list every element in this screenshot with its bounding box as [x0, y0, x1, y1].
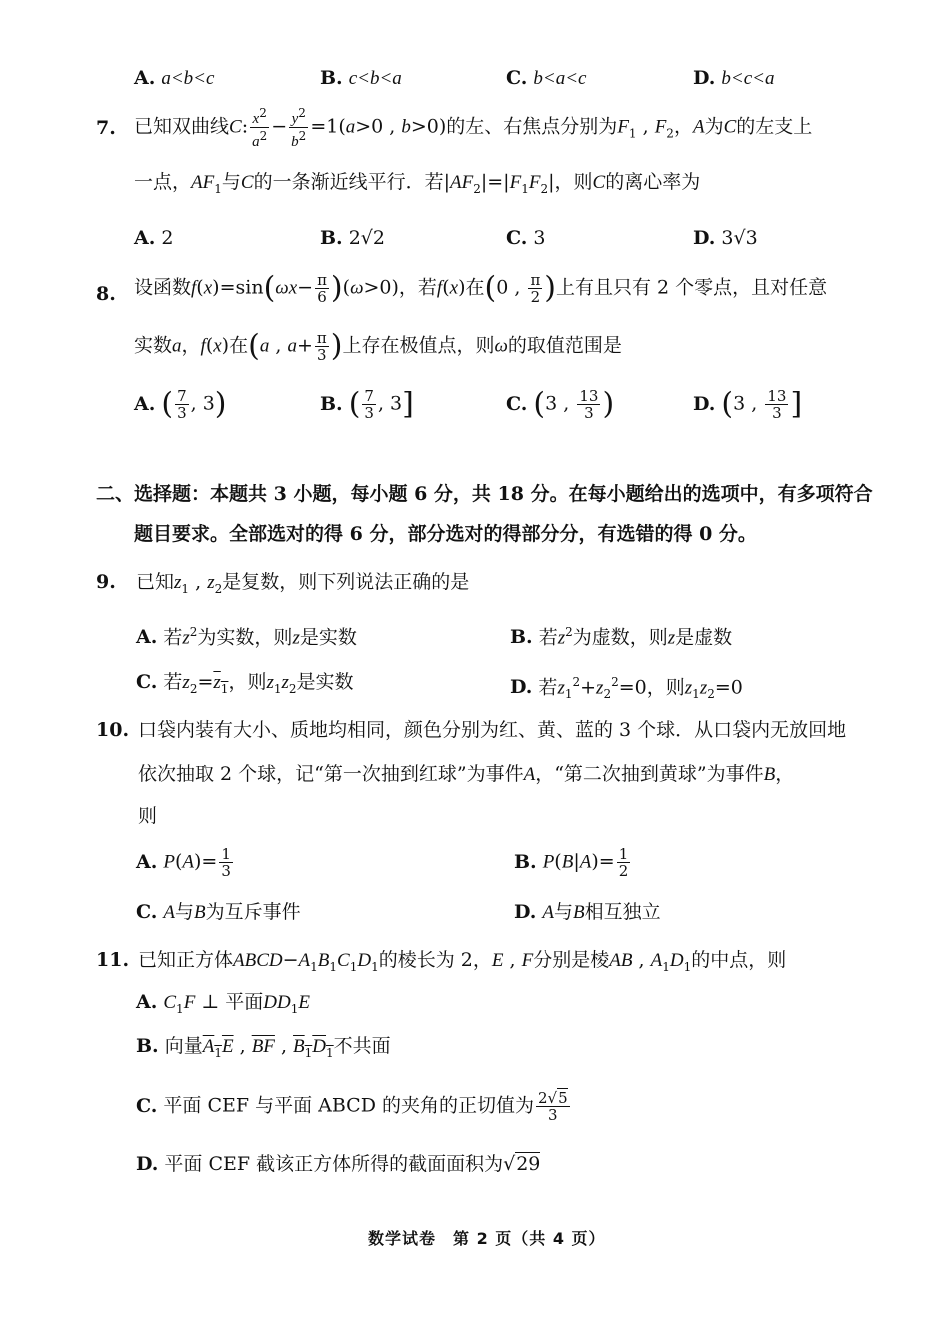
q8-option-d: D. (3 , $\frac{13}{3}$ ]	[693, 386, 803, 422]
q11-stem: 已知正方体$ABCD-A_1B_1C_1D_1$的棱长为 2，E , F分别是棱AB , $A_1D_1$的中点，则	[138, 949, 787, 974]
q6-option-c: C. b<a<c	[506, 67, 587, 89]
q9-option-a: A. 若$z^2$为实数，则z是实数	[136, 625, 357, 649]
q9-option-b: B. 若$z^2$为虚数，则z是虚数	[510, 625, 733, 649]
q10-number: 10.	[96, 719, 130, 741]
q6-option-a: A. a<b<c	[134, 67, 215, 89]
q9-option-d: D. 若$z_1^2+z_2^2=0$，则$z_1z_2=0$	[510, 675, 743, 702]
q8-stem-line1: 设函数f(x)=sin(ωx− $\frac{\pi}{6}$ )(ω>0)，若f(x)在(0 , $\frac{\pi}{2}$ )上有且只有 2 个零点，且对任意	[134, 270, 828, 306]
q8-stem-line2: 实数a，f(x)在(a , a+ $\frac{\pi}{3}$ )上存在极值点，则ω的取值范围是	[134, 328, 622, 364]
q7-option-b: B. 2√2	[320, 227, 385, 249]
q8-option-a: A. ( $\frac{7}{3}$ , 3)	[134, 386, 227, 422]
q11-option-b: B. 向量$A_1E$ , $\overline{BF}$ , $B_1D_1$不共面	[136, 1035, 391, 1060]
q10-line3: 则	[138, 805, 158, 827]
section2-line2: 题目要求。全部选对的得 6 分，部分选对的得部分分，有选错的得 0 分。	[134, 523, 757, 545]
q10-line2: 依次抽取 2 个球，记“第一次抽到红球”为事件A，“第二次抽到黄球”为事件B，	[138, 763, 795, 785]
q9-number: 9.	[96, 571, 116, 593]
q7-option-a: A. 2	[134, 227, 174, 249]
section2-title: 二、选择题：本题共 3 小题，每小题 6 分，共 18 分。在每小题给出的选项中，有多项符合	[96, 483, 873, 505]
q11-option-d: D. 平面 CEF 截该正方体所得的截面面积为√29	[136, 1153, 541, 1175]
q11-option-c: C. 平面 CEF 与平面 ABCD 的夹角的正切值为 $\frac{2√5}{3}$	[136, 1089, 568, 1124]
q7-option-d: D. 3√3	[693, 227, 758, 249]
page-footer: 数学试卷 第 2 页（共 4 页）	[368, 1229, 606, 1248]
q9-stem: 已知$z_1$ , $z_2$是复数，则下列说法正确的是	[136, 571, 470, 596]
q6-option-d: D. b<c<a	[693, 67, 775, 89]
q8-number: 8.	[96, 283, 116, 305]
q11-number: 11.	[96, 949, 130, 971]
q8-option-b: B. ( $\frac{7}{3}$ , 3]	[320, 386, 414, 422]
q10-option-a: A. P(A)= $\frac{1}{3}$	[136, 845, 231, 880]
q11-option-a: A. $C_1F$ ⊥ 平面$DD_1E$	[136, 991, 310, 1016]
q7-number: 7.	[96, 117, 116, 139]
q10-option-d: D. A与B相互独立	[514, 901, 661, 923]
q10-option-c: C. A与B为互斥事件	[136, 901, 301, 923]
q10-line1: 口袋内装有大小、质地均相同，颜色分别为红、黄、蓝的 3 个球．从口袋内无放回地	[138, 719, 847, 741]
q7-option-c: C. 3	[506, 227, 546, 249]
q8-option-c: C. (3 , $\frac{13}{3}$ )	[506, 386, 615, 422]
q10-option-b: B. P(B|A)= $\frac{1}{2}$	[514, 845, 629, 880]
q9-option-c: C. 若$z_2=z_1$，则$z_1z_2$是实数	[136, 671, 354, 696]
q6-option-b: B. c<b<a	[320, 67, 402, 89]
q7-stem-line1: 已知双曲线C: $\frac{x^2}{a^2}$ − $\frac{y^2}{b^2}$ =1(a>0 , b>0)的左、右焦点分别为$F_1$ , $F_2$，A为C的左支上	[134, 106, 813, 150]
q7-stem-line2: 一点，$AF_1$与C的一条渐近线平行．若$|AF_2|=|F_1F_2|$，则C的离心率为	[134, 171, 701, 196]
